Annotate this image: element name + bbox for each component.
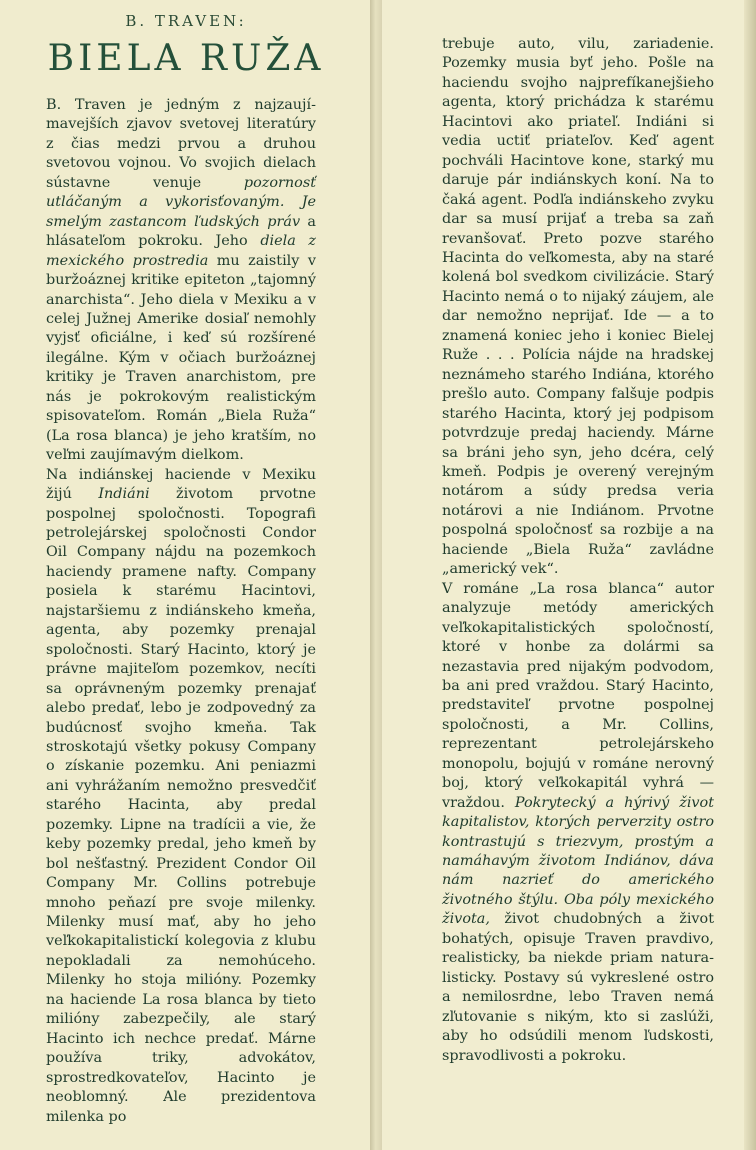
author-heading: B. TRAVEN: [125, 12, 247, 30]
text-run: životom prvotne pospolnej spoločnosti. Topografi petrolejárskej spoločnosti Condor Oil Company nájdu na pozemkoch haciendy pramene nafty. Company posiela k starému Hacintovi, najstaršiemu z indiánskeho kmeňa, agenta, aby pozemky prenajal spoločnosti. Starý Hacinto, ktorý je právne majiteľom pozemkov, necíti sa oprávneným pozemky prenajať alebo predať, lebo je zodpovedný za budúcnosť svojho kmeňa. Tak stroskotajú všetky pokusy Company o získanie pozemku. Ani peniazmi ani vyhrážaním nemožno presvedčiť starého Hacinta, aby predal pozemky. Lipne na tradícii a vie, že keby pozemky predal, jeho kmeň by bol nešťastný. Prezident Condor Oil Company Mr. Collins potrebuje mnoho peňazí pre svoje milenky. Milenky musí mať, aby ho jeho veľkokapitalistickí kolegovia z klubu nepokladali za nemohúceho. Milenky ho stoja milióny. Pozemky na haciende La rosa blanca by tieto milióny zabezpečily, ale starý Hacinto ich nechce predať. Márne používa triky, advokátov, sprostredkovateľov, Hacinto je neoblomný. Ale prezidentova milenka po [46, 486, 316, 1125]
text-run: V románe „La rosa blanca“ autor analyzuje metódy amerických veľkokapitalistických spoločností, ktoré v honbe za dolármi sa nezastavia pred nijakým podvodom, ba ani pred vraždou. Starý Hacinto, predstaviteľ prvotne pospolnej spoločnosti, a Mr. Collins, reprezentant petrolejárskeho monopolu, bojujú v románe nerovný boj, ktorý veľkokapitál vyhrá — vraždou. [442, 580, 714, 811]
emphasis-text: diela z mexického prostredia [46, 233, 316, 269]
text-run: mu zaistily v buržoáznej kritike epiteton „tajomný anarchista“. Jeho diela v Mexiku a v celej Južnej Amerike dosiaľ nemohly vyjsť oficiálne, i keď sú rozšírené ilegálne. Kým v očiach buržoáznej kritiky je Traven anarchistom, pre nás je pokrokovým realistickým spisovateľom. Román „Biela Ruža“ (La rosa blanca) je jeho kratším, no veľmi zaujímavým dielkom. [46, 252, 316, 464]
text-run: život chudobných a život bohatých, opisuje Traven pravdivo, realisticky, ba niekde priam naturalisticky. Postavy sú vykreslené ostro a nemilosrdne, lebo Traven nemá zľutovanie s nikým, kto si zaslúži, aby ho odsúdili menom ľudskosti, spravodlivosti a pokroku. [442, 911, 714, 1064]
page-edge [744, 0, 756, 1150]
right-column [442, 35, 714, 1066]
text-run: B. Traven je jedným z najzaujímavejších zjavov svetovej literatúry z čias medzi prvou a druhou svetovou vojnou. Vo svojich dielach sústavne venuje [46, 97, 316, 191]
paragraph-plot-continued: trebuje auto, vilu, zariadenie. Pozemky musia byť jeho. Pošle na haciendu svojho najprefíkanejšieho agenta, ktorý prichádza k starému Hacintovi ako priateľ. Indiáni si vedia uctiť priateľov. Keď agent pochváli Hacintove kone, starký mu daruje pár indiánskych koní. Na to čaká agent. Podľa indiánskeho zvyku dar sa musí prijať a treba sa zaň revanšovať. Preto pozve starého Hacinta do veľkomesta, aby na staré kolená bol svedkom civilizácie. Starý Hacinto nemá o to nijaký záujem, ale dar nemožno neprijať. Ide — a to znamená koniec jeho i koniec Bielej Ruže . . . Polícia nájde na hradskej neznámeho starého Indiána, ktorého prešlo auto. Company falšuje podpis starého Hacinta, ktorý jej podpisom potvrdzuje predaj haciendy. Márne sa bráni jeho syn, jeho dcéra, celý kmeň. Podpis je overený verejným notárom a súdy predsa veria notárovi a nie Indiánom. Prvotne pospolná spoločnosť sa rozbije a na haciende „Biela Ruža“ zavládne „americký vek“. [442, 36, 714, 578]
paragraph-intro [46, 96, 316, 466]
book-title: BIELA RUŽA [47, 38, 325, 79]
emphasis-text: Indiáni [98, 486, 150, 503]
text-run: Na indiánskej haciende v Mexiku žijú [46, 466, 316, 503]
emphasis-text: Pokrytecký a hýrivý život kapitalistov, ktorých perverzity ostro kontrastujú s triezvym, prostým a namáhavým životom Indiánov, dáva nám nazrieť do amerického životného štýlu. Oba póly mexického života, [442, 794, 714, 928]
paragraph-plot [46, 466, 316, 1127]
emphasis-text: pozornosť utláčaným a vykorisťovaným. Je smelým zastancom ľudských práv [46, 174, 316, 230]
left-column [46, 96, 316, 1127]
paragraph-analysis [442, 580, 714, 1066]
text-run: a hlásateľom pokroku. Jeho [46, 213, 316, 250]
